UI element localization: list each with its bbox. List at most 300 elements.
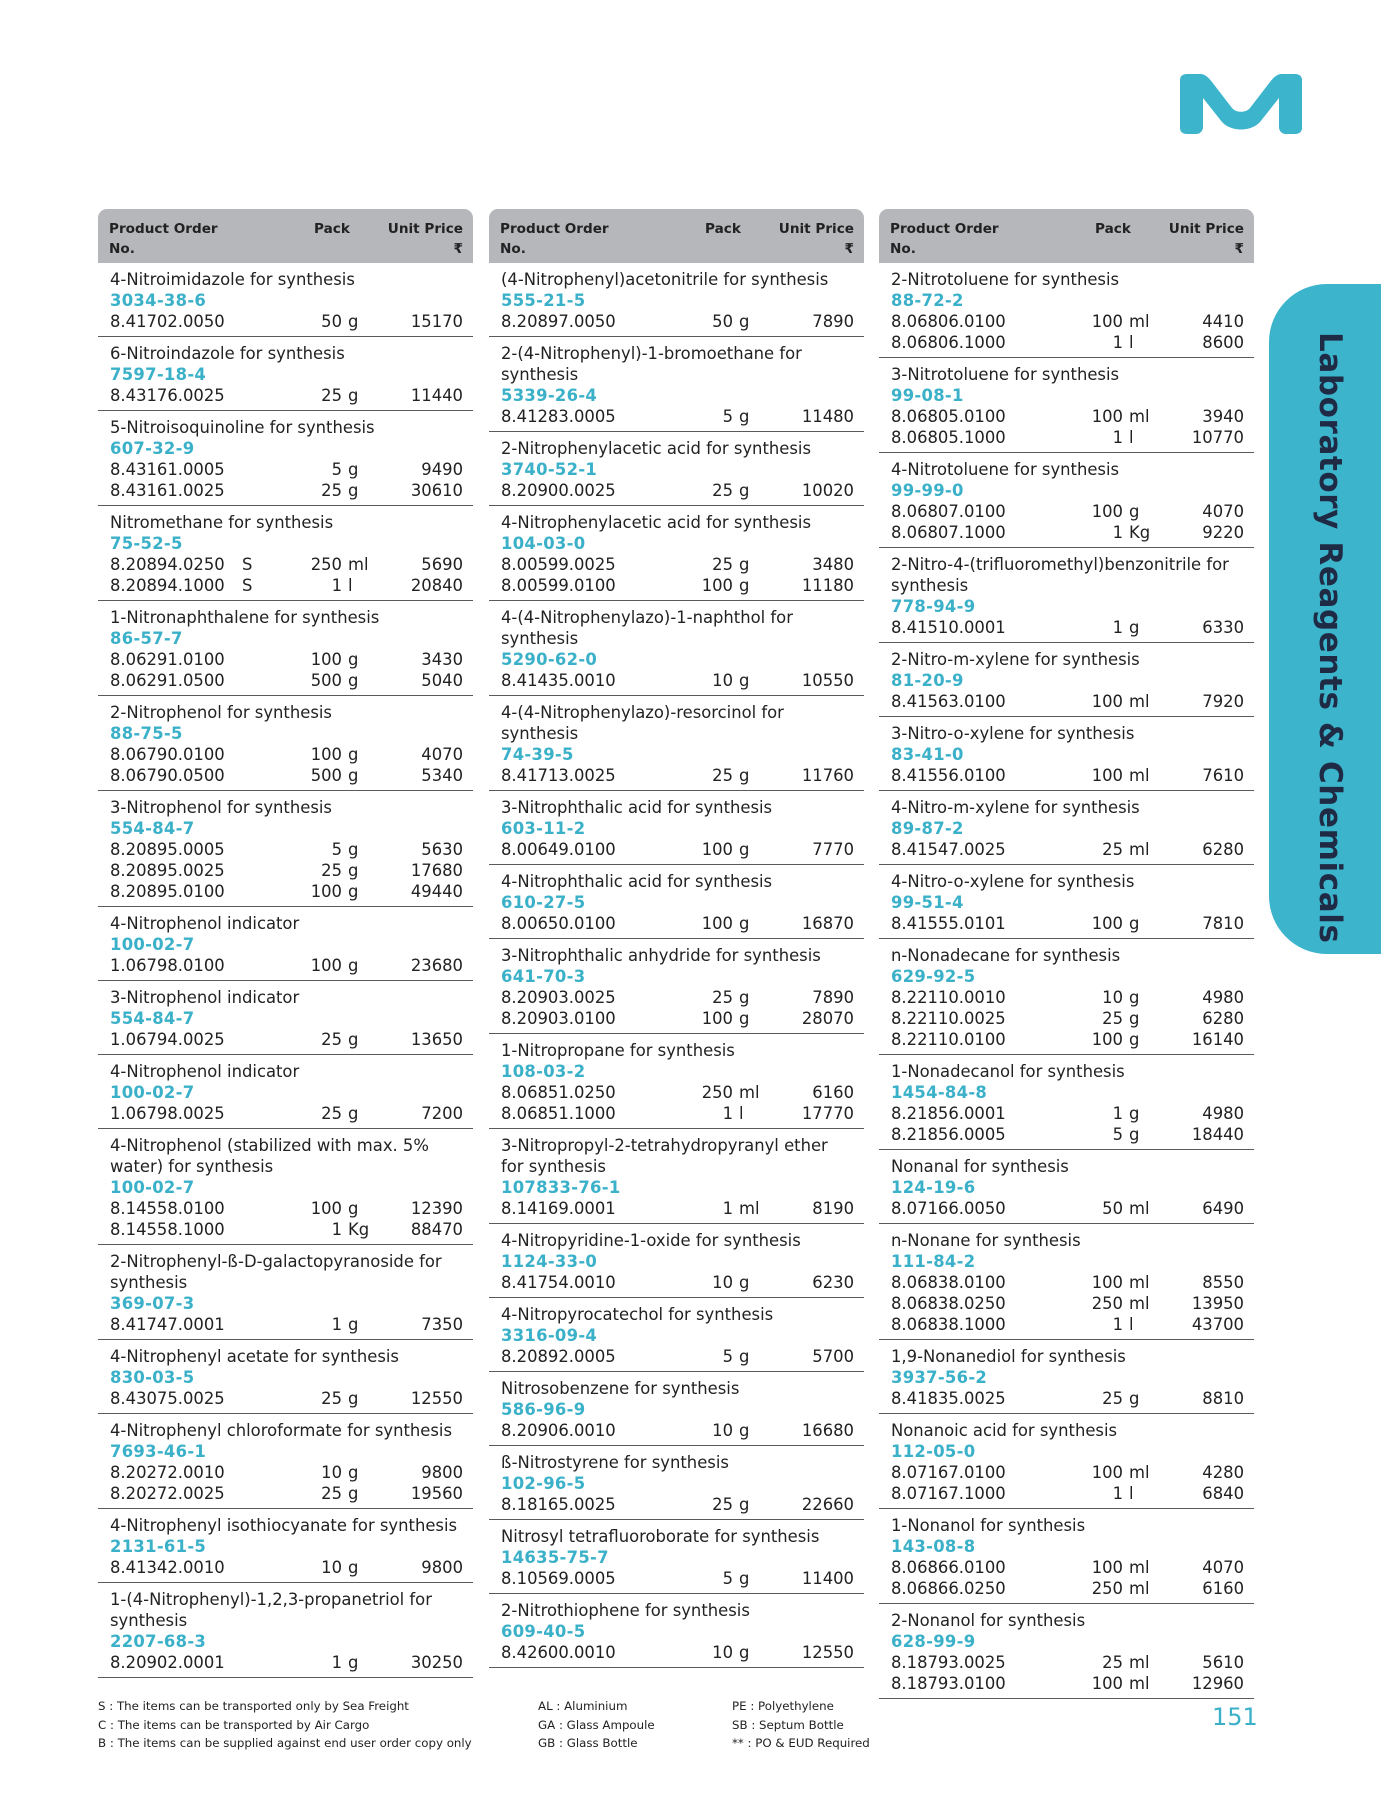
product-name: 4-Nitrophenyl chloroformate for synthesis (110, 1421, 452, 1440)
pack-quantity: 100 (1091, 1463, 1123, 1482)
header-unit-price (779, 219, 854, 259)
pack-row (891, 1008, 1244, 1029)
pack-quantity: 500 (310, 766, 342, 785)
pack-quantity: 100 (701, 1009, 733, 1028)
shipping-flag (1023, 1314, 1073, 1335)
pack-size (1073, 522, 1153, 543)
product-name: 4-Nitrophenyl acetate for synthesis (110, 1347, 399, 1366)
product-entry (879, 548, 1254, 643)
product-column-2 (489, 209, 864, 1668)
cas-number: 603-11-2 (501, 819, 586, 838)
shipping-flag (1023, 406, 1073, 427)
product-entry (98, 506, 473, 601)
product-name: Nonanoic acid for synthesis (891, 1421, 1118, 1440)
unit-price: 5040 (421, 671, 463, 690)
pack-quantity: 1 (1112, 618, 1123, 637)
unit-price: 5340 (421, 766, 463, 785)
order-number: 8.22110.0025 (891, 1009, 1006, 1028)
pack-row (891, 1652, 1244, 1673)
unit-price: 6280 (1202, 1009, 1244, 1028)
header-order-line1: Product Order (890, 221, 999, 237)
cas-number: 143-08-8 (891, 1537, 976, 1556)
order-number: 8.41342.0010 (110, 1558, 225, 1577)
shipping-flag (242, 459, 292, 480)
pack-quantity: 1 (1112, 333, 1123, 352)
product-entry (879, 717, 1254, 791)
footer-legend-shipping (98, 1697, 472, 1753)
pack-size (1073, 913, 1153, 934)
order-number: 8.20272.0025 (110, 1484, 225, 1503)
pack-size (1073, 311, 1153, 332)
pack-row (501, 1008, 854, 1029)
shipping-flag (633, 575, 683, 596)
pack-size (1073, 1578, 1153, 1599)
shipping-flag (1023, 311, 1073, 332)
pack-unit: g (739, 555, 750, 574)
pack-size (292, 765, 372, 786)
pack-size (683, 1272, 763, 1293)
product-entry (489, 1372, 864, 1446)
cas-number: 5290-62-0 (501, 650, 598, 669)
product-entry (879, 1509, 1254, 1604)
order-number: 8.10569.0005 (501, 1569, 616, 1588)
product-entry (98, 907, 473, 981)
pack-quantity: 1 (1112, 523, 1123, 542)
shipping-flag (633, 765, 683, 786)
unit-price: 16140 (1191, 1030, 1244, 1049)
cas-number: 102-96-5 (501, 1474, 586, 1493)
pack-row (891, 1314, 1244, 1335)
pack-size (1073, 1293, 1153, 1314)
cas-number: 628-99-9 (891, 1632, 976, 1651)
pack-row (891, 1198, 1244, 1219)
unit-price: 5630 (421, 840, 463, 859)
header-price-line1: Unit Price (1168, 221, 1244, 237)
unit-price: 4070 (1202, 502, 1244, 521)
pack-quantity: 250 (701, 1083, 733, 1102)
pack-unit: g (1129, 1104, 1140, 1123)
pack-quantity: 100 (1091, 502, 1123, 521)
shipping-flag (1023, 1673, 1073, 1694)
pack-quantity: 5 (722, 407, 733, 426)
product-entry (98, 791, 473, 907)
product-name: 4-Nitropyrocatechol for synthesis (501, 1305, 774, 1324)
pack-size (292, 1557, 372, 1578)
order-number: 8.06866.0100 (891, 1558, 1006, 1577)
pack-row (891, 1103, 1244, 1124)
shipping-flag (1023, 1124, 1073, 1145)
unit-price: 12390 (410, 1199, 463, 1218)
pack-unit: g (1129, 1125, 1140, 1144)
pack-unit: Kg (348, 1220, 370, 1239)
order-number: 8.21856.0001 (891, 1104, 1006, 1123)
pack-unit: g (739, 1273, 750, 1292)
unit-price: 7920 (1202, 692, 1244, 711)
unit-price: 11440 (410, 386, 463, 405)
pack-row (501, 765, 854, 786)
order-number: 8.41435.0010 (501, 671, 616, 690)
order-number: 8.20897.0050 (501, 312, 616, 331)
pack-row (110, 881, 463, 902)
pack-unit: g (739, 1495, 750, 1514)
shipping-flag (633, 1103, 683, 1124)
cas-number: 5339-26-4 (501, 386, 598, 405)
pack-unit: ml (1129, 1653, 1150, 1672)
product-entry (489, 601, 864, 696)
cas-number: 3740-52-1 (501, 460, 598, 479)
pack-row (891, 913, 1244, 934)
product-column-1 (98, 209, 473, 1678)
pack-unit: g (739, 312, 750, 331)
order-number: 8.14558.1000 (110, 1220, 225, 1239)
pack-unit: g (348, 1389, 359, 1408)
unit-price: 12960 (1191, 1674, 1244, 1693)
pack-row (891, 1293, 1244, 1314)
pack-size (292, 1219, 372, 1240)
pack-quantity: 100 (1091, 1674, 1123, 1693)
shipping-flag (242, 385, 292, 406)
shipping-flag: S (242, 576, 253, 595)
order-number: 8.20894.1000 (110, 576, 225, 595)
pack-quantity: 100 (1091, 1558, 1123, 1577)
footer-legend-packaging-1 (538, 1697, 655, 1753)
product-name: Nitromethane for synthesis (110, 513, 334, 532)
pack-size (292, 385, 372, 406)
product-entry (98, 337, 473, 411)
product-name: 1-Nonadecanol for synthesis (891, 1062, 1125, 1081)
pack-row (891, 1673, 1244, 1694)
product-name: 1,9-Nonanediol for synthesis (891, 1347, 1126, 1366)
legend-line: S : The items can be transported only by Sea Freight (98, 1699, 409, 1713)
order-number: 8.41702.0050 (110, 312, 225, 331)
unit-price: 5610 (1202, 1653, 1244, 1672)
unit-price: 23680 (410, 956, 463, 975)
unit-price: 17770 (801, 1104, 854, 1123)
order-number: 8.41510.0001 (891, 618, 1006, 637)
shipping-flag (633, 1568, 683, 1589)
order-number: 8.06806.1000 (891, 333, 1006, 352)
pack-quantity: 5 (1112, 1125, 1123, 1144)
product-entry (98, 601, 473, 696)
unit-price: 6230 (812, 1273, 854, 1292)
product-name: 4-Nitropyridine-1-oxide for synthesis (501, 1231, 801, 1250)
pack-row (501, 406, 854, 427)
pack-size (683, 554, 763, 575)
cas-number: 369-07-3 (110, 1294, 195, 1313)
shipping-flag (242, 881, 292, 902)
pack-size (292, 744, 372, 765)
product-name: 3-Nitrophenol indicator (110, 988, 300, 1007)
unit-price: 9800 (421, 1463, 463, 1482)
pack-size (1073, 406, 1153, 427)
order-number: 8.06291.0500 (110, 671, 225, 690)
pack-size (683, 1082, 763, 1103)
pack-quantity: 25 (1102, 840, 1123, 859)
order-number: 8.41754.0010 (501, 1273, 616, 1292)
pack-quantity: 10 (321, 1558, 342, 1577)
pack-row (891, 406, 1244, 427)
pack-unit: g (348, 840, 359, 859)
cas-number: 99-99-0 (891, 481, 964, 500)
pack-size (1073, 691, 1153, 712)
cas-number: 3316-09-4 (501, 1326, 598, 1345)
unit-price: 6330 (1202, 618, 1244, 637)
pack-unit: ml (739, 1199, 760, 1218)
header-order-line2: No. (109, 241, 135, 257)
shipping-flag (242, 480, 292, 501)
pack-row (501, 575, 854, 596)
pack-row (110, 385, 463, 406)
product-entry (98, 263, 473, 337)
shipping-flag (242, 1557, 292, 1578)
pack-row (110, 860, 463, 881)
pack-row (501, 1420, 854, 1441)
pack-size (292, 1462, 372, 1483)
product-name: 2-Nitrophenyl-ß-D-galactopyranoside for synthesis (110, 1252, 442, 1292)
order-number: 8.41835.0025 (891, 1389, 1006, 1408)
pack-size (1073, 1272, 1153, 1293)
pack-unit: g (348, 650, 359, 669)
product-name: Nonanal for synthesis (891, 1157, 1069, 1176)
order-number: 8.20895.0005 (110, 840, 225, 859)
product-name: 4-Nitrophenol indicator (110, 914, 300, 933)
product-entry (879, 791, 1254, 865)
cas-number: 88-75-5 (110, 724, 183, 743)
order-number: 8.07167.1000 (891, 1484, 1006, 1503)
pack-quantity: 25 (321, 1030, 342, 1049)
shipping-flag (242, 1219, 292, 1240)
product-name: 2-Nonanol for synthesis (891, 1611, 1086, 1630)
pack-size (292, 480, 372, 501)
order-number: 8.22110.0010 (891, 988, 1006, 1007)
pack-quantity: 100 (310, 650, 342, 669)
pack-row (110, 1557, 463, 1578)
pack-size (683, 1008, 763, 1029)
order-number: 8.22110.0100 (891, 1030, 1006, 1049)
product-name: 4-Nitrophthalic acid for synthesis (501, 872, 773, 891)
unit-price: 10770 (1191, 428, 1244, 447)
pack-size (683, 480, 763, 501)
pack-size (292, 459, 372, 480)
cas-number: 830-03-5 (110, 1368, 195, 1387)
pack-quantity: 500 (310, 671, 342, 690)
product-entry (879, 939, 1254, 1055)
pack-quantity: 25 (1102, 1009, 1123, 1028)
pack-quantity: 100 (1091, 1030, 1123, 1049)
product-name: 2-Nitro-4-(trifluoromethyl)benzonitrile for synthesis (891, 555, 1229, 595)
pack-size (683, 1568, 763, 1589)
shipping-flag (242, 1483, 292, 1504)
order-number: 1.06798.0100 (110, 956, 225, 975)
pack-row (110, 765, 463, 786)
cas-number: 108-03-2 (501, 1062, 586, 1081)
order-number: 8.20903.0025 (501, 988, 616, 1007)
header-order-line2: No. (890, 241, 916, 257)
pack-unit: g (1129, 1009, 1140, 1028)
pack-row (891, 1557, 1244, 1578)
cas-number: 99-51-4 (891, 893, 964, 912)
shipping-flag (1023, 617, 1073, 638)
pack-row (110, 554, 463, 575)
order-number: 8.41547.0025 (891, 840, 1006, 859)
shipping-flag (242, 1029, 292, 1050)
unit-price: 7200 (421, 1104, 463, 1123)
cas-number: 100-02-7 (110, 935, 195, 954)
unit-price: 9220 (1202, 523, 1244, 542)
pack-quantity: 250 (1091, 1294, 1123, 1313)
order-number: 8.42600.0010 (501, 1643, 616, 1662)
pack-row (110, 575, 463, 596)
order-number: 8.18793.0025 (891, 1653, 1006, 1672)
unit-price: 11480 (801, 407, 854, 426)
pack-size (683, 1103, 763, 1124)
cas-number: 1124-33-0 (501, 1252, 598, 1271)
pack-size (292, 955, 372, 976)
product-name: 1-(4-Nitrophenyl)-1,2,3-propanetriol for synthesis (110, 1590, 432, 1630)
page-number: 151 (1212, 1703, 1258, 1731)
pack-row (501, 987, 854, 1008)
pack-unit: g (739, 988, 750, 1007)
product-entry (879, 1604, 1254, 1699)
cas-number: 88-72-2 (891, 291, 964, 310)
unit-price: 7890 (812, 988, 854, 1007)
pack-quantity: 25 (321, 1484, 342, 1503)
cas-number: 7597-18-4 (110, 365, 207, 384)
unit-price: 12550 (801, 1643, 854, 1662)
pack-unit: ml (1129, 312, 1150, 331)
pack-unit: ml (1129, 840, 1150, 859)
unit-price: 6280 (1202, 840, 1244, 859)
pack-unit: ml (1129, 1558, 1150, 1577)
shipping-flag (1023, 1272, 1073, 1293)
pack-unit: g (348, 1030, 359, 1049)
pack-size (1073, 427, 1153, 448)
product-name: 4-Nitrotoluene for synthesis (891, 460, 1120, 479)
pack-quantity: 100 (1091, 692, 1123, 711)
section-title: Laboratory Reagents & Chemicals (1312, 332, 1348, 944)
pack-size (1073, 1388, 1153, 1409)
pack-size (683, 1420, 763, 1441)
pack-size (683, 406, 763, 427)
pack-quantity: 25 (712, 481, 733, 500)
product-name: 1-Nitronaphthalene for synthesis (110, 608, 380, 627)
pack-row (501, 1198, 854, 1219)
pack-quantity: 50 (712, 312, 733, 331)
shipping-flag (633, 1642, 683, 1663)
product-entry (489, 1224, 864, 1298)
shipping-flag (1023, 913, 1073, 934)
product-entry (489, 432, 864, 506)
unit-price: 18440 (1191, 1125, 1244, 1144)
pack-row (110, 649, 463, 670)
company-logo (1180, 74, 1302, 134)
order-number: 8.21856.0005 (891, 1125, 1006, 1144)
unit-price: 6160 (1202, 1579, 1244, 1598)
pack-row (501, 839, 854, 860)
header-order-no (109, 219, 229, 259)
cas-number: 554-84-7 (110, 819, 195, 838)
cas-number: 7693-46-1 (110, 1442, 207, 1461)
pack-row (891, 311, 1244, 332)
header-unit-price (388, 219, 463, 259)
pack-size (1073, 332, 1153, 353)
pack-size (1073, 501, 1153, 522)
shipping-flag (633, 913, 683, 934)
pack-quantity: 100 (1091, 407, 1123, 426)
unit-price: 7890 (812, 312, 854, 331)
pack-quantity: 1 (331, 1653, 342, 1672)
pack-quantity: 10 (712, 1421, 733, 1440)
product-entry (489, 1034, 864, 1129)
pack-size (683, 1642, 763, 1663)
legend-line: PE : Polyethylene (732, 1699, 834, 1713)
shipping-flag (633, 406, 683, 427)
pack-row (110, 1198, 463, 1219)
pack-row (110, 839, 463, 860)
shipping-flag (242, 1103, 292, 1124)
product-name: 3-Nitro-o-xylene for synthesis (891, 724, 1135, 743)
product-name: n-Nonane for synthesis (891, 1231, 1081, 1250)
pack-quantity: 100 (310, 1199, 342, 1218)
unit-price: 17680 (410, 861, 463, 880)
pack-quantity: 100 (701, 576, 733, 595)
shipping-flag (633, 554, 683, 575)
shipping-flag (1023, 1652, 1073, 1673)
unit-price: 4280 (1202, 1463, 1244, 1482)
pack-unit: g (739, 481, 750, 500)
product-name: 4-Nitrophenylacetic acid for synthesis (501, 513, 811, 532)
product-name: 4-Nitrophenol (stabilized with max. 5% water) for synthesis (110, 1136, 429, 1176)
cas-number: 124-19-6 (891, 1178, 976, 1197)
legend-line: AL : Aluminium (538, 1699, 628, 1713)
column-header (98, 209, 473, 263)
unit-price: 8190 (812, 1199, 854, 1218)
order-number: 8.06807.0100 (891, 502, 1006, 521)
pack-quantity: 250 (1091, 1579, 1123, 1598)
shipping-flag (633, 670, 683, 691)
pack-unit: g (348, 460, 359, 479)
product-name: 4-Nitrophenyl isothiocyanate for synthesis (110, 1516, 458, 1535)
pack-unit: g (1129, 502, 1140, 521)
shipping-flag (242, 1652, 292, 1673)
pack-quantity: 100 (1091, 914, 1123, 933)
shipping-flag (633, 1198, 683, 1219)
cas-number: 89-87-2 (891, 819, 964, 838)
product-entry (489, 263, 864, 337)
pack-size (1073, 1029, 1153, 1050)
pack-row (891, 332, 1244, 353)
product-entry (489, 337, 864, 432)
pack-unit: ml (1129, 692, 1150, 711)
pack-unit: l (1129, 1315, 1134, 1334)
pack-size (292, 1198, 372, 1219)
order-number: 8.41747.0001 (110, 1315, 225, 1334)
pack-unit: g (1129, 914, 1140, 933)
pack-quantity: 25 (321, 1104, 342, 1123)
cas-number: 3034-38-6 (110, 291, 207, 310)
shipping-flag (1023, 987, 1073, 1008)
pack-quantity: 1 (1112, 428, 1123, 447)
order-number: 8.00649.0100 (501, 840, 616, 859)
pack-size (292, 1388, 372, 1409)
product-name: 3-Nitrophthalic anhydride for synthesis (501, 946, 821, 965)
pack-quantity: 250 (310, 555, 342, 574)
pack-quantity: 25 (712, 766, 733, 785)
order-number: 8.20895.0100 (110, 882, 225, 901)
product-name: 1-Nitropropane for synthesis (501, 1041, 735, 1060)
header-price-currency: ₹ (844, 241, 854, 257)
shipping-flag (633, 1346, 683, 1367)
